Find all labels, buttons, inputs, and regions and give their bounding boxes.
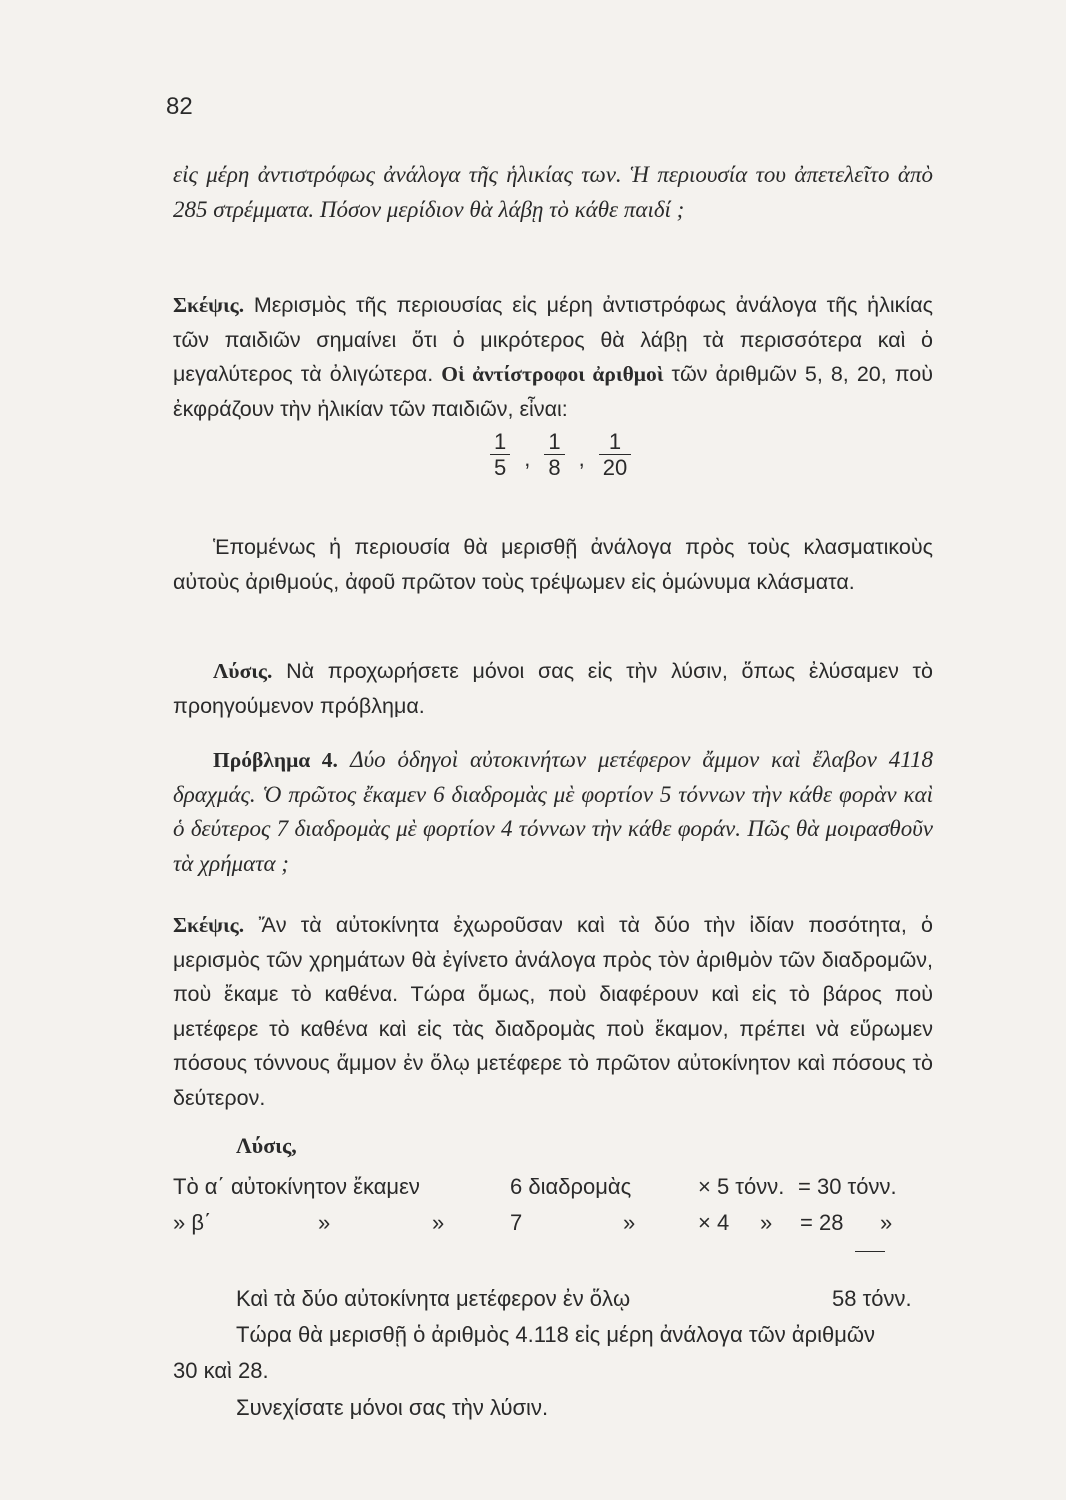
calc-row-1-trips: 6 διαδρομὰς — [510, 1174, 632, 1199]
thought-paragraph-2 — [173, 908, 933, 1115]
thought-label: Σκέψις. — [173, 913, 245, 937]
total-label: Καὶ τὰ δύο αὐτοκίνητα μετέφερον ἐν ὅλῳ — [236, 1286, 631, 1311]
sum-line — [855, 1251, 885, 1252]
solution-label-2: Λύσις, — [236, 1133, 297, 1158]
calc-row-2-ditto: » — [760, 1210, 773, 1235]
solution-paragraph-1 — [173, 654, 933, 723]
calc-row-2-trips: 7 — [510, 1210, 523, 1235]
reciprocal-fractions: $\frac{1}{5}$ , $\frac{1}{8}$ , $\frac{1}{20}$ — [490, 430, 631, 481]
calc-row-1-load: × 5 τόνν. — [698, 1174, 785, 1199]
problem-4 — [173, 743, 933, 881]
thought-text-continued: τῶν ἀριθμῶν 5, 8, 20, ποὺ ἐκφράζουν τὴν ἡλικίαν τῶν παιδιῶν, εἶναι: — [173, 362, 933, 421]
problem-continuation: εἰς μέρη ἀντιστρόφως ἀνάλογα τῆς ἡλικίας των. Ἡ περιουσία του ἀπετελεῖτο ἀπὸ 285 στρέμματα. Πόσον μερίδιον θὰ λάβῃ τὸ κάθε παιδί ; — [173, 162, 933, 222]
closing-line-2: 30 καὶ 28. — [173, 1358, 269, 1383]
consequently-paragraph: Ἑπομένως ἡ περιουσία θὰ μερισθῇ ἀνάλογα πρὸς τοὺς κλασματικοὺς αὐτοὺς ἀριθμούς, ἀφοῦ πρῶτον τοὺς τρέψωμεν εἰς ὁμώνυμα κλάσματα. — [173, 535, 933, 594]
calc-row-1-result: = 30 τόνν. — [798, 1174, 897, 1199]
calc-row-2-ditto: » — [623, 1210, 636, 1235]
thought-bold-text: Οἱ ἀντίστροφοι ἀριθμοὶ — [441, 362, 664, 386]
calc-row-1-label: Τὸ α΄ αὐτοκίνητον ἔκαμεν — [173, 1174, 420, 1199]
calc-row-2-load: × 4 — [698, 1210, 730, 1235]
solution-text: Νὰ προχωρήσετε μόνοι σας εἰς τὴν λύσιν, ὅπως ἐλύσαμεν τὸ προηγούμενον πρόβλημα. — [173, 659, 933, 718]
fraction: $\frac{1}{20}$ — [599, 430, 631, 481]
solution-label: Λύσις. — [213, 659, 273, 683]
thought-text: Μερισμὸς τῆς περιουσίας εἰς μέρη ἀντιστρόφως ἀνάλογα τῆς ἡλικίας τῶν παιδιῶν σημαίνει ὅτι ὁ μικρότερος θὰ λάβῃ τὰ περισσότερα καὶ ὁ μεγαλύτερος τὰ ὀλιγώτερα. — [173, 293, 933, 386]
thought-text: Ἄν τὰ αὐτοκίνητα ἐχωροῦσαν καὶ τὰ δύο τὴν ἰδίαν ποσότητα, ὁ μερισμὸς τῶν χρημάτων θὰ ἐγίνετο ἀνάλογα πρὸς τὸν ἀριθμὸν τῶν διαδρομῶν, ποὺ ἔκαμε τὸ καθένα. Τώρα ὅμως, ποὺ διαφέρουν καὶ εἰς τὸ βάρος ποὺ μετέφερε τὸ καθένα καὶ εἰς τὰς διαδρομὰς ποὺ ἔκαμον, πρέπει νὰ εὕρωμεν πόσους τόννους ἄμμον ἐν ὅλῳ μετέφερε τὸ πρῶτον αὐτοκίνητον καὶ πόσους τὸ δεύτερον. — [173, 913, 933, 1110]
calc-row-2-ditto: » — [880, 1210, 893, 1235]
thought-label: Σκέψις. — [173, 293, 245, 317]
total-value: 58 τόνν. — [832, 1286, 912, 1311]
problem-text: Δύο ὁδηγοὶ αὐτοκινήτων μετέφερον ἄμμον καὶ ἔλαβον 4118 δραχμάς. Ὁ πρῶτος ἔκαμεν 6 διαδρομὰς μὲ φορτίον 5 τόννων τὴν κάθε φορὰν καὶ ὁ δεύτερος 7 διαδρομὰς μὲ φορτίον 4 τόννων τὴν κάθε φοράν. Πῶς θὰ μοιρασθοῦν τὰ χρήματα ; — [173, 747, 933, 876]
calc-row-2-ditto: » — [432, 1210, 445, 1235]
fraction: $\frac{1}{8}$ — [544, 430, 564, 481]
closing-line-1: Τώρα θὰ μερισθῇ ὁ ἀριθμὸς 4.118 εἰς μέρη ἀνάλογα τῶν ἀριθμῶν — [236, 1322, 876, 1347]
thought-paragraph-1 — [173, 288, 933, 426]
calc-row-2-result: = 28 — [800, 1210, 844, 1235]
closing-line-3: Συνεχίσατε μόνοι σας τὴν λύσιν. — [236, 1395, 549, 1420]
problem-label: Πρόβλημα 4. — [213, 748, 338, 772]
calc-row-2-ditto: » — [318, 1210, 331, 1235]
calc-row-2-label: » β΄ — [173, 1210, 212, 1235]
fraction: $\frac{1}{5}$ — [490, 430, 510, 481]
page-number: 82 — [166, 93, 193, 120]
